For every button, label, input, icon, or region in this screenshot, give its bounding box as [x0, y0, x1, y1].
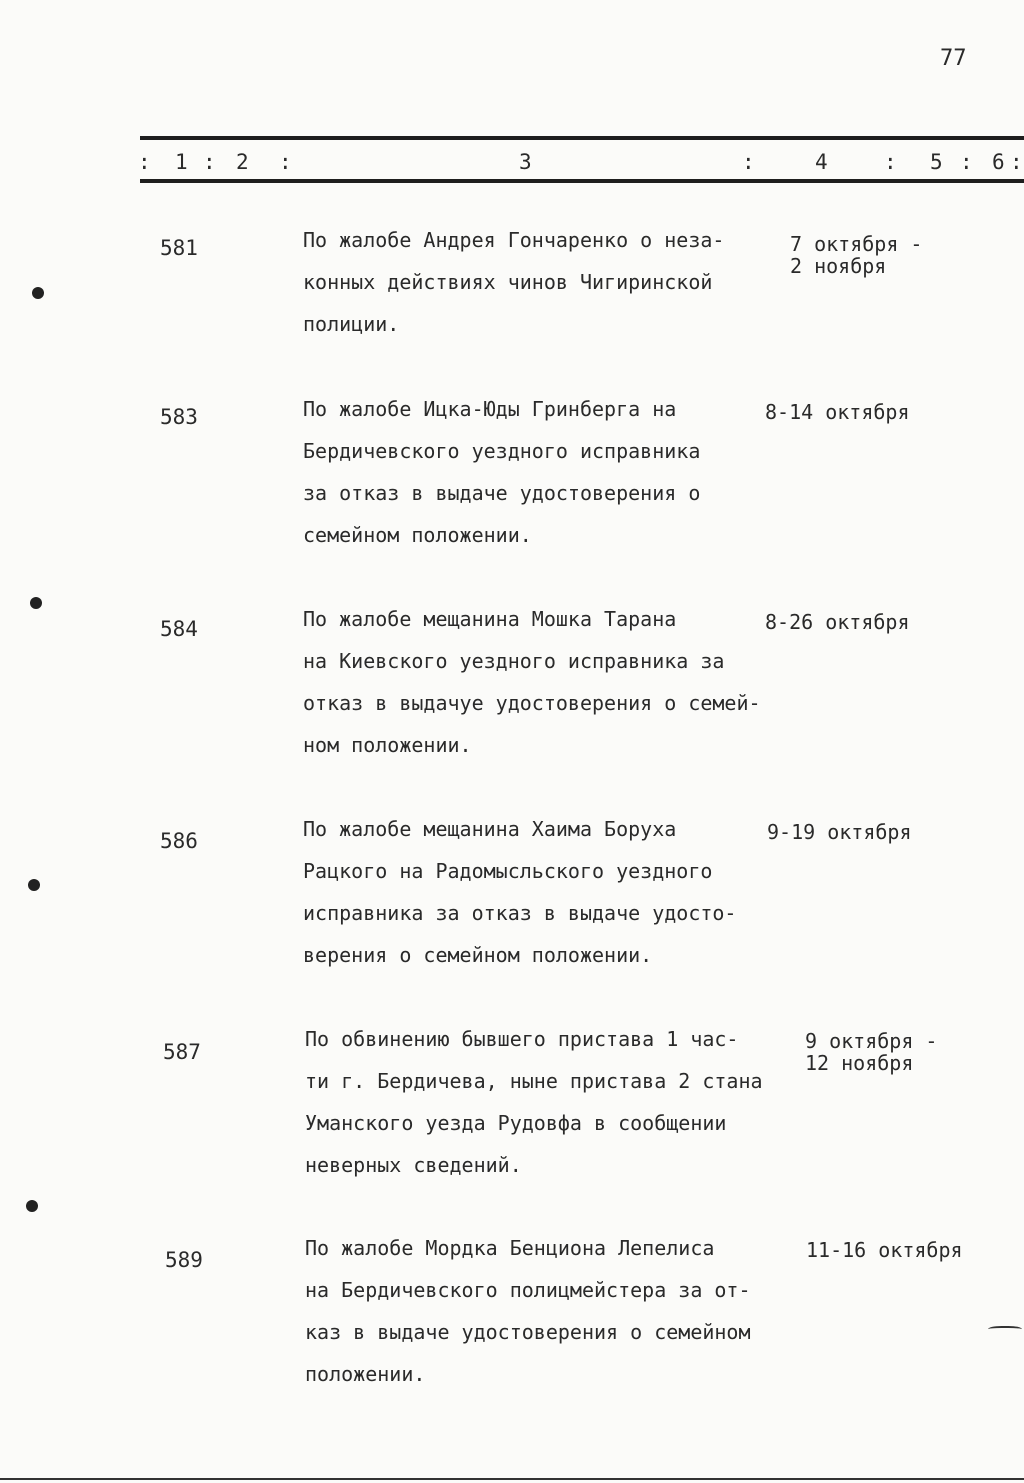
- record-number: 587: [163, 1040, 201, 1064]
- column-separator: :: [884, 150, 897, 174]
- column-header-4: 4: [815, 150, 828, 174]
- pen-stroke-mark: [988, 1326, 1022, 1334]
- record-number: 581: [160, 236, 198, 260]
- column-separator: :: [742, 150, 755, 174]
- column-separator: :: [960, 150, 973, 174]
- binding-hole-mark: [26, 1200, 38, 1212]
- header-rule-bottom: [140, 179, 1024, 183]
- page-bottom-edge: [0, 1478, 1024, 1480]
- record-number: 586: [160, 829, 198, 853]
- binding-hole-mark: [28, 879, 40, 891]
- column-header-5: 5: [930, 150, 943, 174]
- record-description: По жалобе мещанина Хаима Боруха Рацкого на Радомысльского уездного исправника за отказ в выдаче удосто- верения о семейном положении.: [303, 817, 737, 967]
- record-dates: 9 октября - 12 ноября: [805, 1029, 938, 1075]
- record-number: 589: [165, 1248, 203, 1272]
- column-header-6: 6: [992, 150, 1005, 174]
- record-dates: 8-14 октября: [765, 400, 910, 424]
- column-separator: :: [203, 150, 216, 174]
- record-description: По жалобе Мордка Бенциона Лепелиса на Бердичевского полицмейстера за от- каз в выдаче удостоверения о семейном положении.: [305, 1236, 751, 1386]
- page-number: 77: [940, 46, 967, 71]
- column-header-3: 3: [519, 150, 532, 174]
- record-number: 583: [160, 405, 198, 429]
- record-dates: 11-16 октября: [806, 1238, 963, 1262]
- record-number: 584: [160, 617, 198, 641]
- column-separator: :: [279, 150, 292, 174]
- record-description: По жалобе мещанина Мошка Тарана на Киевского уездного исправника за отказ в выдачуе удостоверения о семей- ном положении.: [303, 607, 761, 757]
- binding-hole-mark: [32, 287, 44, 299]
- record-description: По обвинению бывшего пристава 1 час- ти г. Бердичева, ныне пристава 2 стана Уманского уезда Рудовфа в сообщении неверных сведений.: [305, 1027, 763, 1177]
- record-dates: 9-19 октября: [767, 820, 912, 844]
- column-separator: :: [1010, 150, 1023, 174]
- header-rule-top: [140, 136, 1024, 140]
- binding-hole-mark: [30, 597, 42, 609]
- column-header-1: 1: [175, 150, 188, 174]
- column-header-2: 2: [236, 150, 249, 174]
- record-dates: 8-26 октября: [765, 610, 910, 634]
- record-description: По жалобе Ицка-Юды Гринберга на Бердичевского уездного исправника за отказ в выдаче удостоверения о семейном положении.: [303, 397, 701, 547]
- column-separator: :: [138, 150, 151, 174]
- record-description: По жалобе Андрея Гончаренко о неза- конных действиях чинов Чигиринской полиции.: [303, 228, 725, 336]
- record-dates: 7 октября - 2 ноября: [790, 232, 923, 278]
